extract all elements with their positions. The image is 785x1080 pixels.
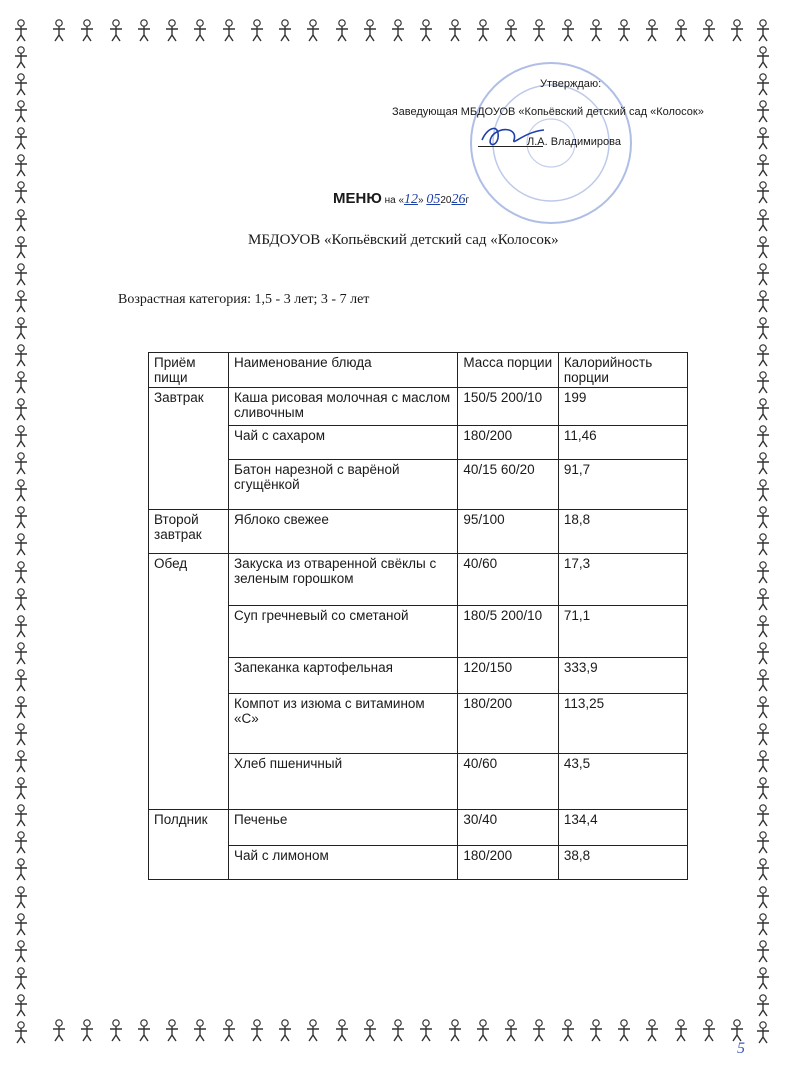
border-figure-icon xyxy=(10,803,36,827)
decorative-border-right xyxy=(752,18,778,1044)
border-figure-icon xyxy=(387,1018,409,1044)
header-calories: Калорийность порции xyxy=(558,353,687,388)
table-row xyxy=(149,554,688,606)
mass-cell: 40/60 xyxy=(458,554,558,606)
border-figure-icon xyxy=(161,18,183,44)
border-figure-icon xyxy=(10,235,36,259)
border-figure-icon xyxy=(752,289,778,313)
border-figure-icon xyxy=(10,289,36,313)
calories-cell: 134,4 xyxy=(558,810,687,846)
calories-cell: 113,25 xyxy=(558,694,687,754)
border-figure-icon xyxy=(10,45,36,69)
border-figure-icon xyxy=(76,18,98,44)
mass-cell: 180/5 200/10 xyxy=(458,606,558,658)
border-figure-icon xyxy=(752,966,778,990)
border-figure-icon xyxy=(752,18,778,42)
border-figure-icon xyxy=(359,1018,381,1044)
border-figure-icon xyxy=(10,532,36,556)
table-row xyxy=(149,846,688,880)
border-figure-icon xyxy=(189,1018,211,1044)
border-figure-icon xyxy=(10,478,36,502)
border-figure-icon xyxy=(752,153,778,177)
meal-cell: Завтрак xyxy=(149,388,229,510)
border-figure-icon xyxy=(246,18,268,44)
border-figure-icon xyxy=(698,18,720,44)
mass-cell: 40/60 xyxy=(458,754,558,810)
border-figure-icon xyxy=(10,641,36,665)
mass-cell: 30/40 xyxy=(458,810,558,846)
border-figure-icon xyxy=(10,1020,36,1044)
mass-cell: 150/5 200/10 xyxy=(458,388,558,426)
table-row xyxy=(149,510,688,554)
border-figure-icon xyxy=(670,18,692,44)
border-figure-icon xyxy=(752,939,778,963)
border-figure-icon xyxy=(726,18,748,44)
dish-cell: Компот из изюма с витамином «С» xyxy=(229,694,458,754)
calories-cell: 43,5 xyxy=(558,754,687,810)
border-figure-icon xyxy=(752,532,778,556)
border-figure-icon xyxy=(752,478,778,502)
border-figure-icon xyxy=(752,912,778,936)
table-row xyxy=(149,426,688,460)
page-number: 5 xyxy=(737,1040,745,1057)
border-figure-icon xyxy=(557,18,579,44)
dish-cell: Суп гречневый со сметаной xyxy=(229,606,458,658)
calories-cell: 333,9 xyxy=(558,658,687,694)
title-year-prefix: 20 xyxy=(440,195,452,206)
border-figure-icon xyxy=(10,180,36,204)
dish-cell: Чай с лимоном xyxy=(229,846,458,880)
border-figure-icon xyxy=(752,72,778,96)
border-figure-icon xyxy=(641,1018,663,1044)
border-figure-icon xyxy=(528,1018,550,1044)
border-figure-icon xyxy=(105,18,127,44)
menu-word: МЕНЮ xyxy=(333,190,382,207)
header-meal: Приём пищи xyxy=(149,353,229,388)
border-figure-icon xyxy=(752,857,778,881)
calories-cell: 18,8 xyxy=(558,510,687,554)
title-mid: » xyxy=(418,195,427,206)
border-figure-icon xyxy=(752,993,778,1017)
border-figure-icon xyxy=(10,776,36,800)
border-figure-icon xyxy=(752,451,778,475)
mass-cell: 180/200 xyxy=(458,694,558,754)
mass-cell: 180/200 xyxy=(458,426,558,460)
border-figure-icon xyxy=(10,208,36,232)
border-figure-icon xyxy=(331,18,353,44)
table-row xyxy=(149,658,688,694)
table-row xyxy=(149,606,688,658)
dish-cell: Запеканка картофельная xyxy=(229,658,458,694)
border-figure-icon xyxy=(415,18,437,44)
border-figure-icon xyxy=(752,397,778,421)
dish-cell: Чай с сахаром xyxy=(229,426,458,460)
border-figure-icon xyxy=(752,370,778,394)
border-figure-icon xyxy=(528,18,550,44)
border-figure-icon xyxy=(10,397,36,421)
table-row xyxy=(149,694,688,754)
table-row xyxy=(149,754,688,810)
border-figure-icon xyxy=(10,370,36,394)
approval-name: Л.А. Владимирова xyxy=(527,136,621,148)
decorative-border-bottom xyxy=(48,1018,748,1044)
border-figure-icon xyxy=(10,316,36,340)
border-figure-icon xyxy=(557,1018,579,1044)
border-figure-icon xyxy=(500,18,522,44)
border-figure-icon xyxy=(161,1018,183,1044)
calories-cell: 17,3 xyxy=(558,554,687,606)
menu-title xyxy=(333,190,469,208)
organization-name: МБДОУОВ «Копьёвский детский сад «Колосок» xyxy=(248,232,559,248)
border-figure-icon xyxy=(752,885,778,909)
border-figure-icon xyxy=(10,587,36,611)
menu-day: 12 xyxy=(404,192,419,207)
border-figure-icon xyxy=(752,180,778,204)
border-figure-icon xyxy=(444,18,466,44)
border-figure-icon xyxy=(752,505,778,529)
border-figure-icon xyxy=(585,1018,607,1044)
border-figure-icon xyxy=(246,1018,268,1044)
header-mass: Масса порции xyxy=(458,353,558,388)
meal-cell: Полдник xyxy=(149,810,229,880)
border-figure-icon xyxy=(641,18,663,44)
mass-cell: 120/150 xyxy=(458,658,558,694)
border-figure-icon xyxy=(10,99,36,123)
border-figure-icon xyxy=(302,1018,324,1044)
border-figure-icon xyxy=(752,262,778,286)
border-figure-icon xyxy=(218,18,240,44)
border-figure-icon xyxy=(387,18,409,44)
meal-cell: Второй завтрак xyxy=(149,510,229,554)
border-figure-icon xyxy=(10,695,36,719)
table-row xyxy=(149,810,688,846)
border-figure-icon xyxy=(752,776,778,800)
border-figure-icon xyxy=(500,1018,522,1044)
border-figure-icon xyxy=(10,993,36,1017)
border-figure-icon xyxy=(359,18,381,44)
decorative-border-top xyxy=(48,18,748,44)
border-figure-icon xyxy=(302,18,324,44)
border-figure-icon xyxy=(585,18,607,44)
border-figure-icon xyxy=(752,343,778,367)
border-figure-icon xyxy=(105,1018,127,1044)
border-figure-icon xyxy=(752,614,778,638)
table-row xyxy=(149,388,688,426)
border-figure-icon xyxy=(752,830,778,854)
menu-table-body xyxy=(149,388,688,880)
menu-table xyxy=(148,352,688,880)
border-figure-icon xyxy=(133,1018,155,1044)
border-figure-icon xyxy=(10,939,36,963)
border-figure-icon xyxy=(10,830,36,854)
border-figure-icon xyxy=(10,560,36,584)
border-figure-icon xyxy=(10,126,36,150)
dish-cell: Батон нарезной с варёной сгущёнкой xyxy=(229,460,458,510)
border-figure-icon xyxy=(10,262,36,286)
border-figure-icon xyxy=(10,18,36,42)
decorative-border-left xyxy=(10,18,36,1044)
dish-cell: Яблоко свежее xyxy=(229,510,458,554)
border-figure-icon xyxy=(752,235,778,259)
border-figure-icon xyxy=(752,45,778,69)
border-figure-icon xyxy=(274,1018,296,1044)
age-category: Возрастная категория: 1,5 - 3 лет; 3 - 7 лет xyxy=(118,292,370,307)
border-figure-icon xyxy=(752,424,778,448)
border-figure-icon xyxy=(698,1018,720,1044)
title-na: на « xyxy=(381,195,405,206)
border-figure-icon xyxy=(752,560,778,584)
dish-cell: Каша рисовая молочная с маслом сливочным xyxy=(229,388,458,426)
border-figure-icon xyxy=(10,424,36,448)
border-figure-icon xyxy=(752,1020,778,1044)
border-figure-icon xyxy=(48,18,70,44)
mass-cell: 95/100 xyxy=(458,510,558,554)
border-figure-icon xyxy=(472,18,494,44)
title-suffix: г xyxy=(465,195,470,206)
border-figure-icon xyxy=(752,126,778,150)
meal-cell: Обед xyxy=(149,554,229,810)
border-figure-icon xyxy=(752,208,778,232)
calories-cell: 199 xyxy=(558,388,687,426)
dish-cell: Печенье xyxy=(229,810,458,846)
border-figure-icon xyxy=(752,668,778,692)
border-figure-icon xyxy=(10,722,36,746)
border-figure-icon xyxy=(274,18,296,44)
border-figure-icon xyxy=(10,966,36,990)
approval-heading: Утверждаю: xyxy=(540,78,602,90)
mass-cell: 180/200 xyxy=(458,846,558,880)
border-figure-icon xyxy=(10,451,36,475)
border-figure-icon xyxy=(613,18,635,44)
border-figure-icon xyxy=(752,641,778,665)
border-figure-icon xyxy=(10,912,36,936)
border-figure-icon xyxy=(613,1018,635,1044)
calories-cell: 91,7 xyxy=(558,460,687,510)
border-figure-icon xyxy=(48,1018,70,1044)
border-figure-icon xyxy=(10,857,36,881)
approval-position: Заведующая МБДОУОВ «Копьёвский детский сад «Колосок» xyxy=(392,106,704,118)
border-figure-icon xyxy=(10,885,36,909)
border-figure-icon xyxy=(752,803,778,827)
border-figure-icon xyxy=(752,722,778,746)
border-figure-icon xyxy=(133,18,155,44)
border-figure-icon xyxy=(752,99,778,123)
dish-cell: Закуска из отваренной свёклы с зеленым горошком xyxy=(229,554,458,606)
border-figure-icon xyxy=(10,72,36,96)
border-figure-icon xyxy=(752,695,778,719)
border-figure-icon xyxy=(10,153,36,177)
border-figure-icon xyxy=(415,1018,437,1044)
border-figure-icon xyxy=(10,749,36,773)
border-figure-icon xyxy=(218,1018,240,1044)
table-header-row xyxy=(149,353,688,388)
mass-cell: 40/15 60/20 xyxy=(458,460,558,510)
border-figure-icon xyxy=(752,316,778,340)
border-figure-icon xyxy=(472,1018,494,1044)
calories-cell: 38,8 xyxy=(558,846,687,880)
border-figure-icon xyxy=(752,749,778,773)
border-figure-icon xyxy=(10,668,36,692)
border-figure-icon xyxy=(189,18,211,44)
border-figure-icon xyxy=(331,1018,353,1044)
menu-month: 05 xyxy=(426,192,441,207)
border-figure-icon xyxy=(752,587,778,611)
menu-year: 26 xyxy=(451,192,466,207)
border-figure-icon xyxy=(10,614,36,638)
calories-cell: 11,46 xyxy=(558,426,687,460)
calories-cell: 71,1 xyxy=(558,606,687,658)
border-figure-icon xyxy=(10,505,36,529)
header-dish: Наименование блюда xyxy=(229,353,458,388)
table-row xyxy=(149,460,688,510)
dish-cell: Хлеб пшеничный xyxy=(229,754,458,810)
border-figure-icon xyxy=(10,343,36,367)
border-figure-icon xyxy=(670,1018,692,1044)
border-figure-icon xyxy=(444,1018,466,1044)
border-figure-icon xyxy=(76,1018,98,1044)
